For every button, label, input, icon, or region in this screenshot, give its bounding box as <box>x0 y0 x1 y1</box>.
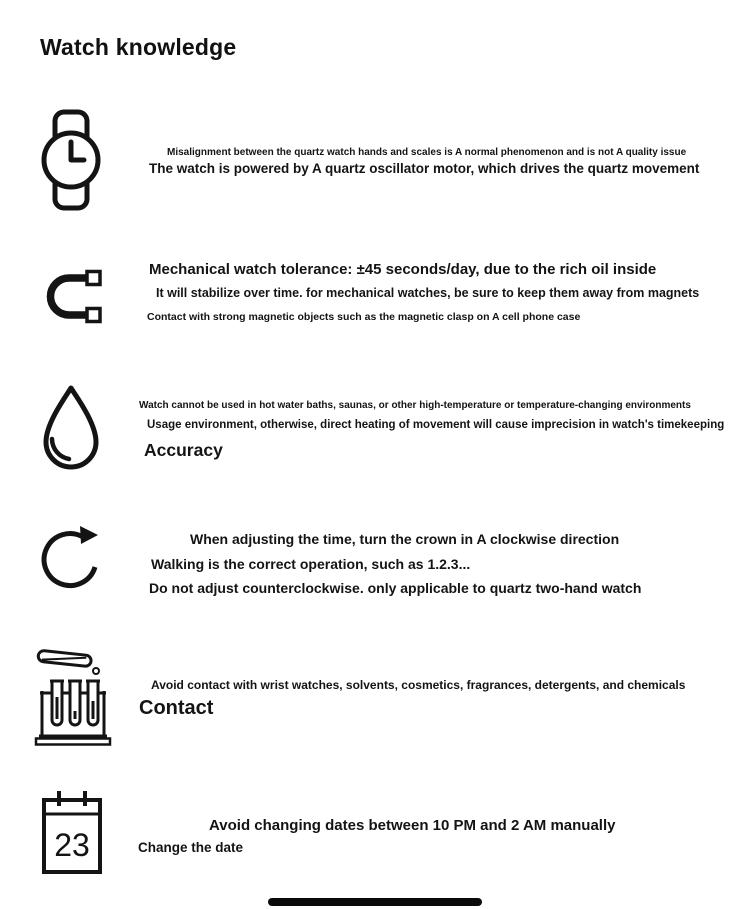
page-title: Watch knowledge <box>40 34 237 60</box>
accuracy-heading: Accuracy <box>144 440 223 460</box>
avoid-date-change-line: Avoid changing dates between 10 PM and 2 AM manually <box>209 817 616 834</box>
walking-operation-line: Walking is the correct operation, such as 1.2.3... <box>151 556 471 572</box>
magnet-icon <box>36 262 106 330</box>
home-indicator-bar[interactable] <box>268 898 482 906</box>
wristwatch-icon <box>38 108 104 212</box>
clockwise-arrow-icon <box>36 518 104 596</box>
change-date-line: Change the date <box>138 840 244 855</box>
test-tubes-icon <box>33 643 113 747</box>
calendar-day-number: 23 <box>54 827 90 863</box>
counterclockwise-warning-line: Do not adjust counterclockwise. only applicable to quartz two-hand watch <box>149 580 642 596</box>
usage-environment-line: Usage environment, otherwise, direct heating of movement will cause imprecision in watch's timekeeping <box>147 419 725 431</box>
magnet-contact-line: Contact with strong magnetic objects such as the magnetic clasp on A cell phone case <box>147 311 581 323</box>
contact-heading: Contact <box>139 697 214 719</box>
crown-clockwise-line: When adjusting the time, turn the crown in A clockwise direction <box>190 531 620 547</box>
water-drop-icon <box>38 383 104 475</box>
avoid-chemicals-line: Avoid contact with wrist watches, solvents, cosmetics, fragrances, detergents, and chemicals <box>151 678 686 692</box>
tolerance-line: Mechanical watch tolerance: ±45 seconds/day, due to the rich oil inside <box>149 261 657 278</box>
magnet-warning-line: It will stabilize over time. for mechanical watches, be sure to keep them away from magnets <box>156 286 700 300</box>
hot-water-line: Watch cannot be used in hot water baths, saunas, or other high-temperature or temperature-changing environments <box>139 400 691 411</box>
quartz-movement-line: The watch is powered by A quartz oscillator motor, which drives the quartz movement <box>149 161 700 176</box>
quartz-note-line: Misalignment between the quartz watch hands and scales is A normal phenomenon and is not A quality issue <box>167 147 687 158</box>
calendar-icon <box>40 788 104 876</box>
